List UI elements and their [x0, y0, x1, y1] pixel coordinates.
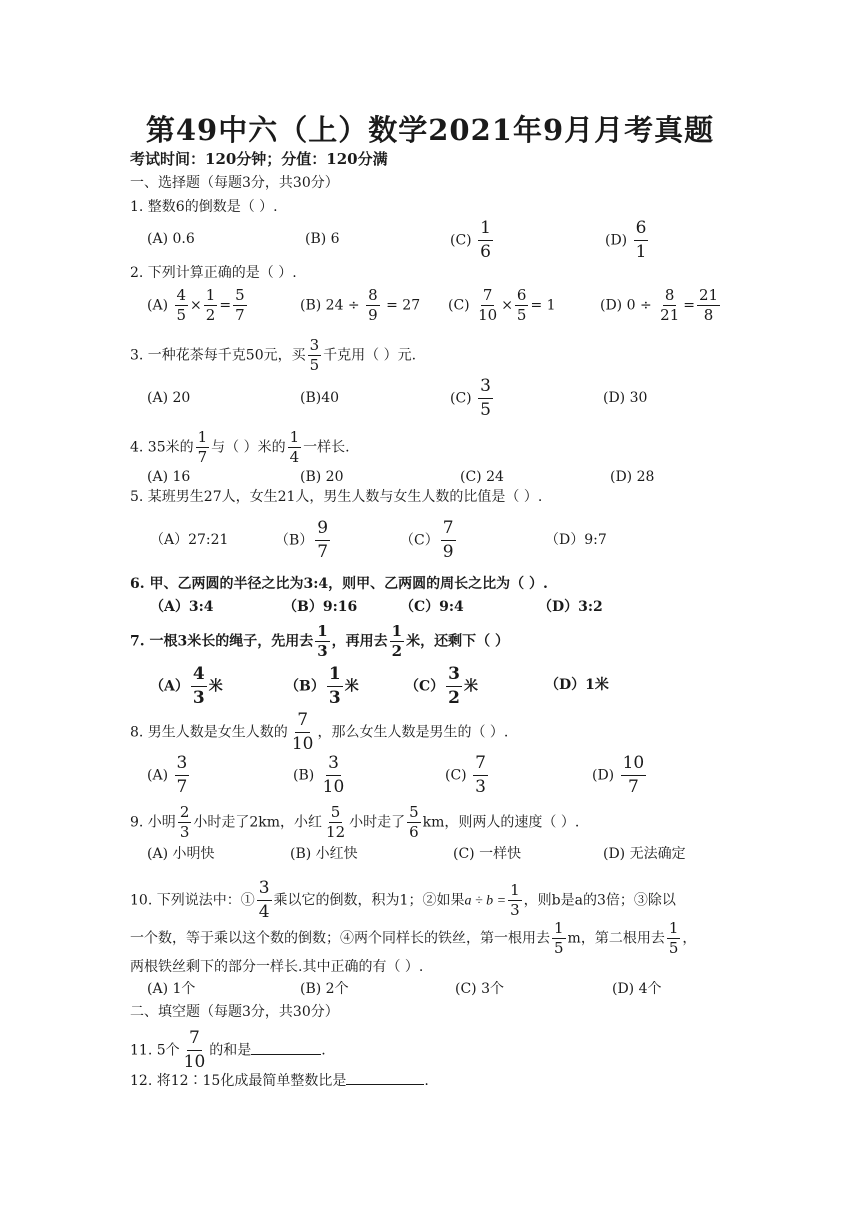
q7-option-a: （A） $\frac{4}{3}$ 米 [150, 664, 223, 708]
exam-meta: 考试时间：120分钟；分值：120分满 [130, 150, 388, 168]
q2-stem: 2. 下列计算正确的是（ ）. [130, 265, 297, 281]
fraction: $\frac{7}{3}$ [475, 753, 486, 797]
q7-stem: 7. 一根3米长的绳子，先用去 $\frac{1}{3}$ ，再用去 $\frac{1}{2}$ 米，还剩下（ ） [130, 622, 509, 660]
q2-option-b: (B) 24 ÷ $\frac{8}{9}$ = 27 [300, 286, 421, 324]
answer-blank[interactable] [251, 1040, 321, 1055]
q10-line-2: 一个数，等于乘以这个数的倒数；④两个同样长的铁丝，第一根用去 $\frac{1}{5}$ m，第二根用去 $\frac{1}{5}$ ， [130, 919, 697, 957]
q9-option-b: (B) 小红快 [290, 846, 358, 862]
q10-line-3: 两根铁丝剩下的部分一样长.其中正确的有（ ）. [130, 959, 424, 975]
section-heading-2: 二、填空题（每题3分，共30分） [130, 1004, 339, 1020]
q10-option-a: (A) 1个 [147, 981, 196, 997]
q5-option-a: （A）27:21 [150, 532, 229, 548]
fraction: $\frac{10}{7}$ [622, 753, 645, 797]
fraction: $\frac{7}{10}$ [478, 286, 498, 324]
q8-stem: 8. 男生人数是女生人数的 $\frac{7}{10}$ ，那么女生人数是男生的（ ）. [130, 710, 509, 754]
fraction: $\frac{8}{9}$ [368, 286, 378, 324]
q1-stem: 1. 整数6的倒数是（ ）. [130, 199, 278, 215]
section-heading-1: 一、选择题（每题3分，共30分） [130, 175, 339, 191]
option-label: (C) [450, 232, 472, 249]
q9-stem: 9. 小明 $\frac{2}{3}$ 小时走了2km，小红 $\frac{5}{12}$ 小时走了 $\frac{5}{6}$ km，则两人的速度（ ）. [130, 803, 580, 841]
fraction: $\frac{2}{3}$ [179, 803, 190, 841]
q4-option-c: (C) 24 [460, 469, 504, 485]
q8-option-d: (D) $\frac{10}{7}$ [592, 753, 645, 797]
fraction: $\frac{5}{12}$ [326, 803, 346, 841]
q1-option-d [605, 220, 650, 261]
q7-option-d: （D）1米 [545, 677, 609, 693]
q9-option-a: (A) 小明快 [147, 846, 215, 862]
fraction: $\frac{1}{2}$ [391, 622, 403, 660]
q1-option-a: (A) 0.6 [147, 231, 195, 247]
exam-title: 第49中六（上）数学2021年9月月考真题 [145, 113, 715, 147]
fraction: $\frac{3}{7}$ [176, 753, 188, 797]
fraction: $\frac{1}{3}$ [317, 622, 328, 660]
q8-option-c: (C) $\frac{7}{3}$ [445, 753, 486, 797]
fraction: $\frac{1}{4}$ [289, 428, 300, 466]
fraction: $\frac{7}{10}$ [291, 710, 314, 754]
fraction: $\frac{5}{6}$ [409, 803, 419, 841]
fraction: $\frac{4}{3}$ [192, 664, 205, 708]
fraction: $\frac{1}{6}$ [480, 218, 491, 262]
q7-option-c: （C） $\frac{3}{2}$ 米 [405, 664, 478, 708]
q6-option-d: （D）3:2 [538, 599, 603, 615]
fraction: $\frac{4}{5}$ [176, 286, 187, 324]
fraction: $\frac{3}{5}$ [480, 376, 491, 420]
fraction: $\frac{21}{8}$ [698, 286, 719, 324]
q4-stem: 4. 35米的 $\frac{1}{7}$ 与（ ）米的 $\frac{1}{4}$ 一样长. [130, 428, 350, 466]
q2-option-a: (A) $\frac{4}{5}$ × $\frac{1}{2}$ = $\frac{5}{7}$ [147, 286, 245, 324]
q2-option-d: (D) 0 ÷ $\frac{8}{21}$ = $\frac{21}{8}$ [600, 286, 719, 324]
q4-option-d: (D) 28 [610, 469, 655, 485]
fraction: $\frac{1}{5}$ [554, 919, 564, 957]
q5-option-d: （D）9:7 [545, 532, 607, 548]
q2-option-c: (C) $\frac{7}{10}$ × $\frac{6}{5}$ = 1 [448, 286, 556, 324]
q3-option-a: (A) 20 [147, 390, 191, 406]
q10-option-d: (D) 4个 [612, 981, 662, 997]
q3-option-d: (D) 30 [603, 390, 648, 406]
q4-option-a: (A) 16 [147, 469, 191, 485]
q6-option-b: （B）9:16 [283, 599, 358, 615]
option-label: (D) [605, 232, 628, 249]
q4-option-b: (B) 20 [300, 469, 344, 485]
q10-option-b: (B) 2个 [300, 981, 349, 997]
q1-option-c [450, 220, 495, 261]
q8-option-a: (A) $\frac{3}{7}$ [147, 753, 188, 797]
fraction: $\frac{7}{9}$ [442, 518, 454, 562]
fraction: $\frac{6}{1}$ [635, 218, 647, 262]
fraction: $\frac{3}{10}$ [322, 753, 345, 797]
fraction: $\frac{6}{5}$ [516, 286, 527, 324]
q3-option-c: (C) $\frac{3}{5}$ [450, 376, 491, 420]
q3-option-b: (B)40 [300, 390, 340, 406]
fraction: $\frac{1}{7}$ [197, 428, 208, 466]
q5-option-b: （B） $\frac{9}{7}$ [275, 518, 329, 562]
fraction: $\frac{8}{21}$ [660, 286, 680, 324]
q9-option-c: (C) 一样快 [453, 846, 522, 862]
q12-stem: 12. 将12∶15化成最简单整数比是 . [130, 1070, 429, 1090]
fraction: $\frac{3}{5}$ [309, 336, 320, 374]
q11-stem: 11. 5个 $\frac{7}{10}$ 的和是 . [130, 1028, 326, 1072]
q1-option-b: (B) 6 [305, 231, 340, 247]
fraction: $\frac{3}{2}$ [448, 664, 460, 708]
fraction: $\frac{3}{4}$ [258, 878, 270, 922]
q6-stem: 6. 甲、乙两圆的半径之比为3:4，则甲、乙两圆的周长之比为（ ）. [130, 576, 548, 592]
fraction: $\frac{1}{5}$ [668, 919, 679, 957]
answer-blank[interactable] [346, 1070, 424, 1085]
fraction: $\frac{5}{7}$ [235, 286, 245, 324]
q8-option-b: (B) $\frac{3}{10}$ [293, 753, 345, 797]
q10-line-1: 10. 下列说法中：① $\frac{3}{4}$ 乘以它的倒数，积为1；②如果a ÷ b = $\frac{1}{3}$ ，则b是a的3倍；③除以 [130, 878, 676, 922]
q10-option-c: (C) 3个 [455, 981, 504, 997]
q5-stem: 5. 某班男生27人，女生21人，男生人数与女生人数的比值是（ ）. [130, 489, 543, 505]
fraction: $\frac{7}{10}$ [183, 1028, 206, 1072]
q6-option-c: （C）9:4 [400, 599, 464, 615]
fraction: $\frac{1}{2}$ [205, 286, 216, 324]
q5-option-c: （C） $\frac{7}{9}$ [400, 518, 454, 562]
q7-option-b: （B） $\frac{1}{3}$ 米 [285, 664, 359, 708]
fraction: $\frac{1}{3}$ [328, 664, 341, 708]
q6-option-a: （A）3:4 [150, 599, 214, 615]
q9-option-d: (D) 无法确定 [603, 846, 686, 862]
fraction: $\frac{1}{3}$ [510, 881, 520, 919]
q3-stem: 3. 一种花茶每千克50元，买 $\frac{3}{5}$ 千克用（ ）元. [130, 336, 417, 374]
fraction: $\frac{9}{7}$ [317, 518, 329, 562]
